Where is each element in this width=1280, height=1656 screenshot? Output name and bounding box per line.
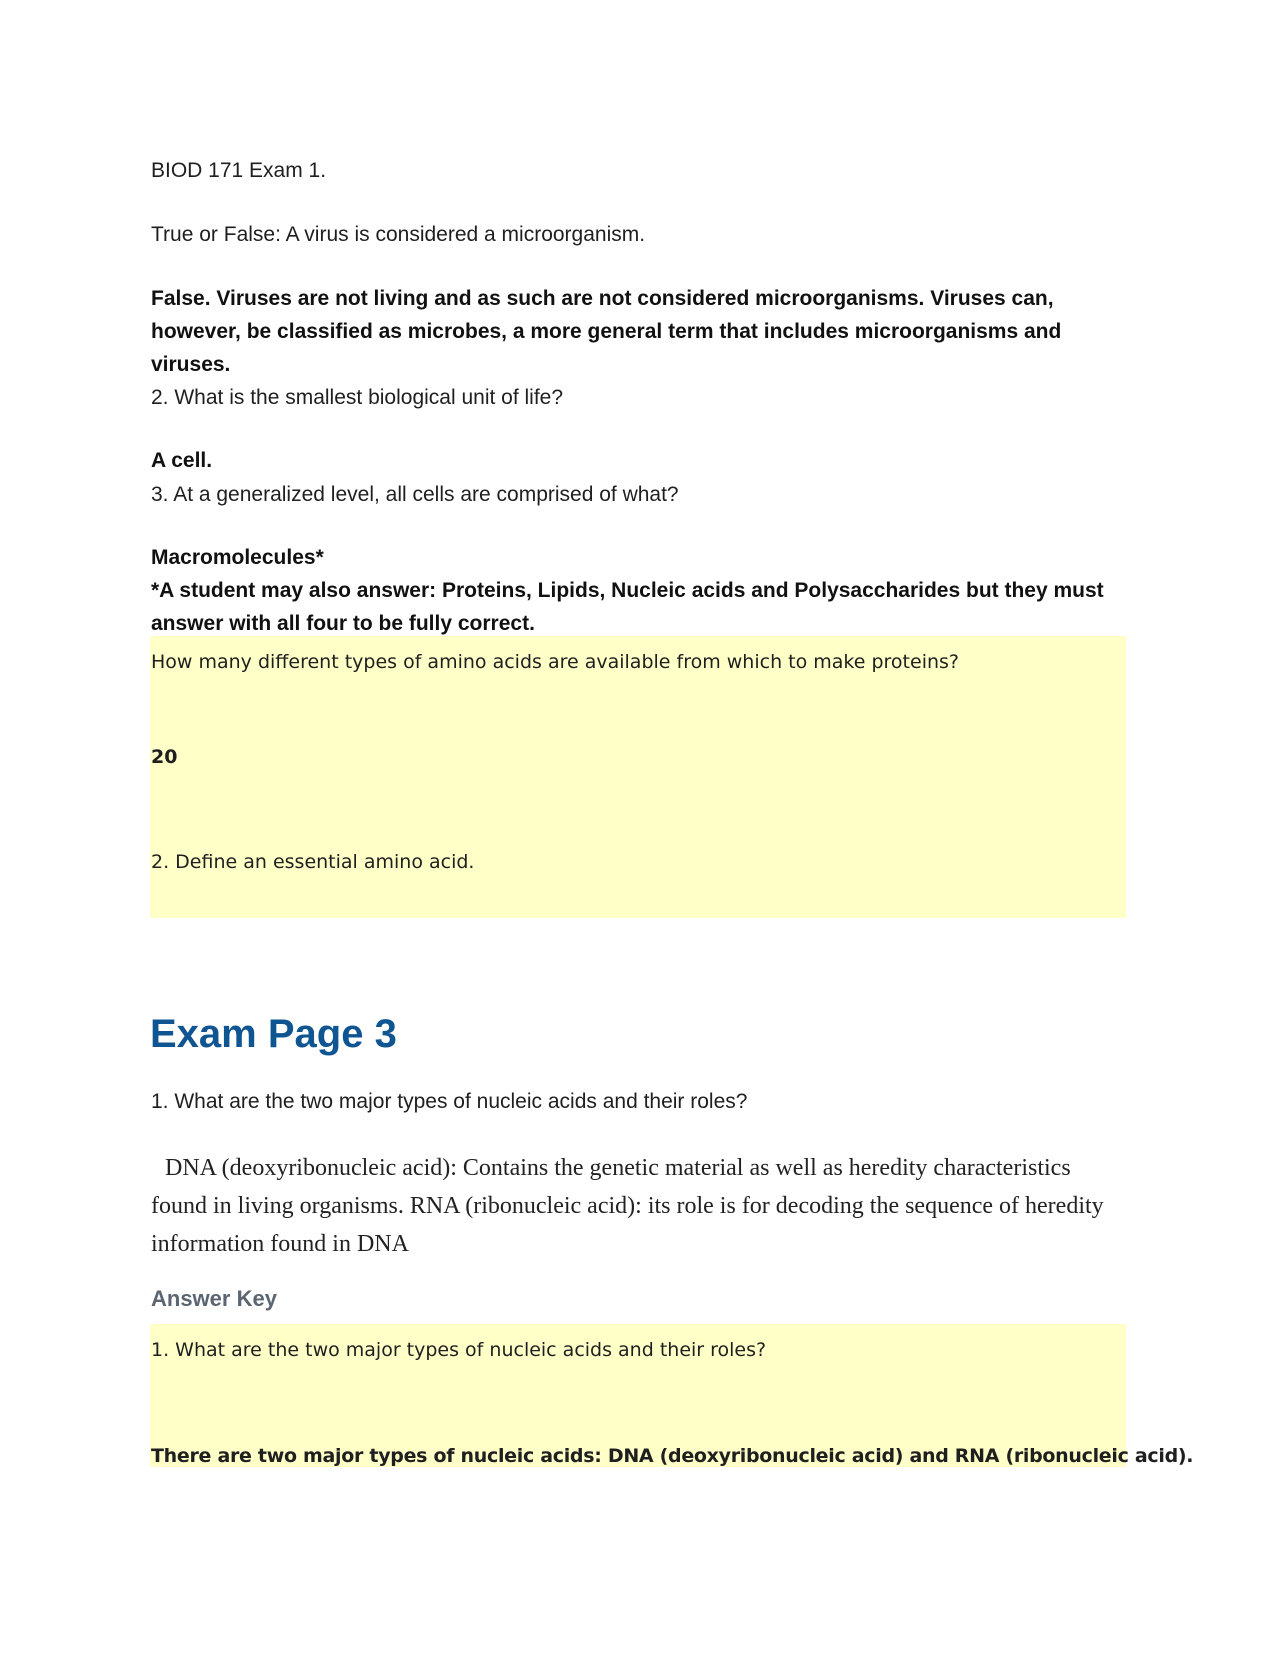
highlight-block-2: [150, 1324, 1194, 1467]
document-title: BIOD 171 Exam 1.: [151, 159, 327, 182]
highlight-question-nucleic-acids: 1. What are the two major types of nucleic acids and their roles?: [151, 1339, 767, 1361]
answer-3-note: *A student may also answer: Proteins, Lipids, Nucleic acids and Polysaccharides but they must answer with all four to be fully correct.: [151, 579, 1104, 635]
page3-answer-1: DNA (deoxyribonucleic acid): Contains the genetic material as well as heredity characteristics found in living organisms. RNA (ribonucleic acid): its role is for decoding the sequence of heredity information found in DNA: [151, 1155, 1104, 1257]
answer-key-heading: Answer Key: [151, 1286, 277, 1311]
highlight-block-1: [150, 636, 1126, 918]
highlight-answer-nucleic-acids: There are two major types of nucleic acids: DNA (deoxyribonucleic acid) and RNA (ribonucleic acid).: [151, 1445, 1194, 1467]
section-heading: Exam Page 3: [150, 1012, 397, 1056]
answer-1: False. Viruses are not living and as such are not considered microorganisms. Viruses can, however, be classified as microbes, a more general term that includes microorganisms and viruses.: [151, 287, 1062, 376]
highlight-answer-20: 20: [151, 746, 178, 768]
question-2: 2. What is the smallest biological unit of life?: [151, 386, 564, 409]
highlight-question-essential-amino-acid: 2. Define an essential amino acid.: [151, 851, 475, 873]
answer-2: A cell.: [151, 449, 213, 472]
answer-3: Macromolecules*: [151, 546, 324, 569]
question-1: True or False: A virus is considered a microorganism.: [151, 223, 646, 246]
highlight-question-amino-acids: How many different types of amino acids are available from which to make proteins?: [151, 651, 959, 673]
question-3: 3. At a generalized level, all cells are comprised of what?: [151, 483, 679, 506]
page3-question-1: 1. What are the two major types of nucleic acids and their roles?: [151, 1090, 748, 1113]
